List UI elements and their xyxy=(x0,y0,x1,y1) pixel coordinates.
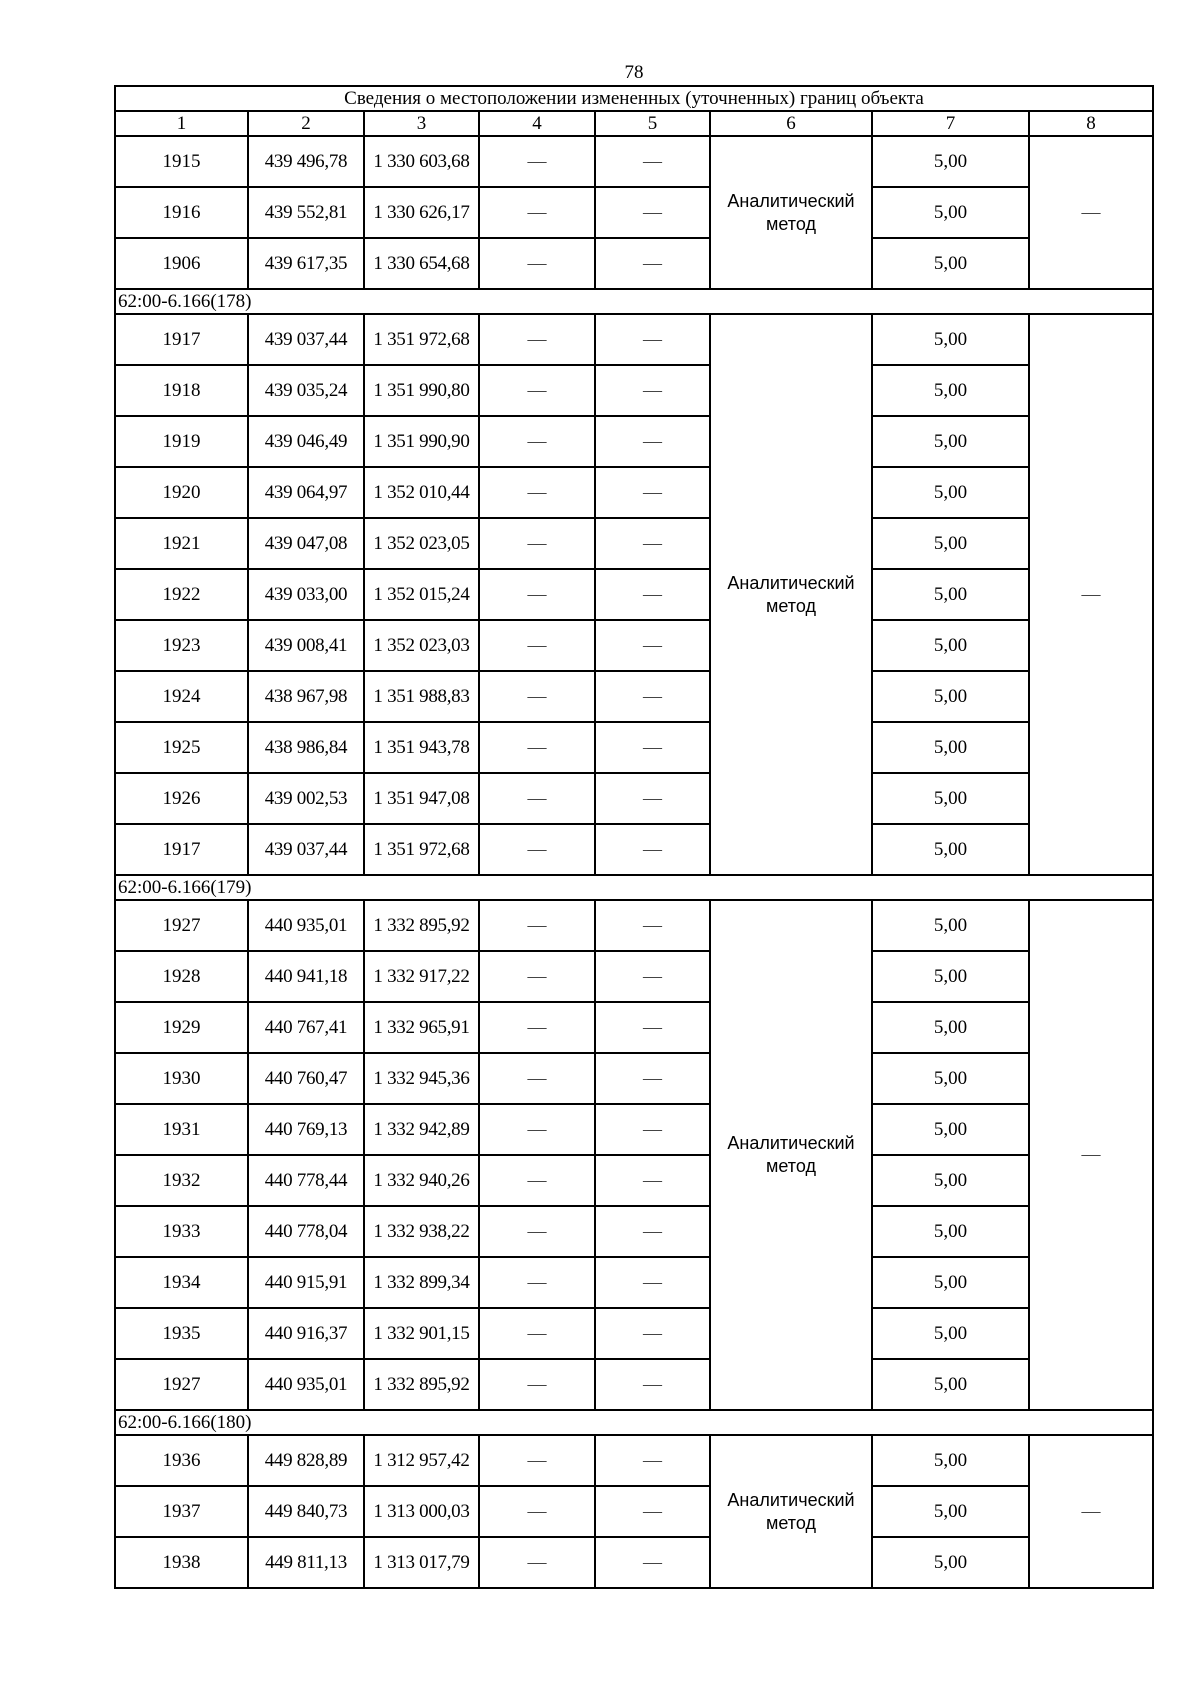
x-coordinate-cell: 439 008,41 xyxy=(248,620,364,671)
column-5-cell: — xyxy=(595,136,710,187)
column-4-cell: — xyxy=(479,951,595,1002)
point-number-cell: 1932 xyxy=(115,1155,248,1206)
table-row xyxy=(115,467,1153,518)
column-4-cell: — xyxy=(479,1486,595,1537)
point-number-cell: 1921 xyxy=(115,518,248,569)
method-cell: Аналитический метод xyxy=(710,900,872,1410)
accuracy-cell: 5,00 xyxy=(872,187,1029,238)
x-coordinate-cell: 440 767,41 xyxy=(248,1002,364,1053)
column-number-row xyxy=(115,111,1153,136)
group-label: 62:00-6.166(180) xyxy=(115,1410,1153,1435)
column-5-cell: — xyxy=(595,824,710,875)
column-4-cell: — xyxy=(479,416,595,467)
point-number-cell: 1937 xyxy=(115,1486,248,1537)
point-number-cell: 1919 xyxy=(115,416,248,467)
x-coordinate-cell: 439 037,44 xyxy=(248,824,364,875)
column-5-cell: — xyxy=(595,773,710,824)
table-row xyxy=(115,518,1153,569)
y-coordinate-cell: 1 351 988,83 xyxy=(364,671,479,722)
column-5-cell: — xyxy=(595,1486,710,1537)
table-row xyxy=(115,238,1153,289)
x-coordinate-cell: 439 552,81 xyxy=(248,187,364,238)
column-5-cell: — xyxy=(595,569,710,620)
column-4-cell: — xyxy=(479,1435,595,1486)
y-coordinate-cell: 1 352 023,05 xyxy=(364,518,479,569)
group-header-row xyxy=(115,1410,1153,1435)
table-row xyxy=(115,1155,1153,1206)
y-coordinate-cell: 1 332 938,22 xyxy=(364,1206,479,1257)
y-coordinate-cell: 1 351 972,68 xyxy=(364,824,479,875)
point-number-cell: 1935 xyxy=(115,1308,248,1359)
table-row xyxy=(115,1053,1153,1104)
column-5-cell: — xyxy=(595,1537,710,1588)
accuracy-cell: 5,00 xyxy=(872,238,1029,289)
y-coordinate-cell: 1 332 895,92 xyxy=(364,1359,479,1410)
accuracy-cell: 5,00 xyxy=(872,900,1029,951)
column-4-cell: — xyxy=(479,518,595,569)
table-row xyxy=(115,620,1153,671)
method-cell: Аналитический метод xyxy=(710,314,872,875)
group-header-row xyxy=(115,875,1153,900)
accuracy-cell: 5,00 xyxy=(872,1206,1029,1257)
accuracy-cell: 5,00 xyxy=(872,314,1029,365)
x-coordinate-cell: 449 828,89 xyxy=(248,1435,364,1486)
table-row xyxy=(115,1308,1153,1359)
table-row xyxy=(115,824,1153,875)
point-number-cell: 1917 xyxy=(115,314,248,365)
table-row xyxy=(115,1257,1153,1308)
x-coordinate-cell: 440 778,04 xyxy=(248,1206,364,1257)
point-number-cell: 1938 xyxy=(115,1537,248,1588)
column-5-cell: — xyxy=(595,416,710,467)
table-row xyxy=(115,951,1153,1002)
column-4-cell: — xyxy=(479,620,595,671)
x-coordinate-cell: 438 986,84 xyxy=(248,722,364,773)
column-5-cell: — xyxy=(595,314,710,365)
y-coordinate-cell: 1 330 603,68 xyxy=(364,136,479,187)
point-number-cell: 1923 xyxy=(115,620,248,671)
column-5-cell: — xyxy=(595,365,710,416)
y-coordinate-cell: 1 351 972,68 xyxy=(364,314,479,365)
x-coordinate-cell: 439 035,24 xyxy=(248,365,364,416)
table-title: Сведения о местоположении измененных (уточненных) границ объекта xyxy=(115,86,1153,111)
y-coordinate-cell: 1 332 965,91 xyxy=(364,1002,479,1053)
column-number-1: 1 xyxy=(115,111,248,136)
column-4-cell: — xyxy=(479,1359,595,1410)
accuracy-cell: 5,00 xyxy=(872,722,1029,773)
column-4-cell: — xyxy=(479,1257,595,1308)
x-coordinate-cell: 439 033,00 xyxy=(248,569,364,620)
boundary-coordinates-table xyxy=(114,85,1154,1589)
table-row xyxy=(115,671,1153,722)
column-4-cell: — xyxy=(479,467,595,518)
y-coordinate-cell: 1 351 990,80 xyxy=(364,365,479,416)
column-4-cell: — xyxy=(479,136,595,187)
column-4-cell: — xyxy=(479,900,595,951)
column-4-cell: — xyxy=(479,1104,595,1155)
table-row xyxy=(115,1359,1153,1410)
column-5-cell: — xyxy=(595,620,710,671)
column-4-cell: — xyxy=(479,569,595,620)
column-4-cell: — xyxy=(479,314,595,365)
accuracy-cell: 5,00 xyxy=(872,1537,1029,1588)
table-row xyxy=(115,569,1153,620)
y-coordinate-cell: 1 351 990,90 xyxy=(364,416,479,467)
y-coordinate-cell: 1 352 010,44 xyxy=(364,467,479,518)
y-coordinate-cell: 1 330 626,17 xyxy=(364,187,479,238)
x-coordinate-cell: 440 935,01 xyxy=(248,1359,364,1410)
column-8-cell: — xyxy=(1029,1435,1153,1588)
column-5-cell: — xyxy=(595,1002,710,1053)
column-4-cell: — xyxy=(479,365,595,416)
y-coordinate-cell: 1 313 000,03 xyxy=(364,1486,479,1537)
column-5-cell: — xyxy=(595,1435,710,1486)
table-row xyxy=(115,136,1153,187)
x-coordinate-cell: 439 047,08 xyxy=(248,518,364,569)
column-5-cell: — xyxy=(595,951,710,1002)
point-number-cell: 1920 xyxy=(115,467,248,518)
accuracy-cell: 5,00 xyxy=(872,1155,1029,1206)
group-header-row xyxy=(115,289,1153,314)
x-coordinate-cell: 439 617,35 xyxy=(248,238,364,289)
column-5-cell: — xyxy=(595,1206,710,1257)
column-4-cell: — xyxy=(479,1206,595,1257)
y-coordinate-cell: 1 351 943,78 xyxy=(364,722,479,773)
point-number-cell: 1906 xyxy=(115,238,248,289)
point-number-cell: 1927 xyxy=(115,1359,248,1410)
group-label: 62:00-6.166(178) xyxy=(115,289,1153,314)
x-coordinate-cell: 439 037,44 xyxy=(248,314,364,365)
point-number-cell: 1916 xyxy=(115,187,248,238)
table-row xyxy=(115,1537,1153,1588)
column-5-cell: — xyxy=(595,1257,710,1308)
point-number-cell: 1931 xyxy=(115,1104,248,1155)
point-number-cell: 1933 xyxy=(115,1206,248,1257)
column-4-cell: — xyxy=(479,1002,595,1053)
column-number-4: 4 xyxy=(479,111,595,136)
y-coordinate-cell: 1 332 945,36 xyxy=(364,1053,479,1104)
column-5-cell: — xyxy=(595,1053,710,1104)
column-4-cell: — xyxy=(479,1537,595,1588)
accuracy-cell: 5,00 xyxy=(872,569,1029,620)
accuracy-cell: 5,00 xyxy=(872,1359,1029,1410)
y-coordinate-cell: 1 332 899,34 xyxy=(364,1257,479,1308)
x-coordinate-cell: 449 840,73 xyxy=(248,1486,364,1537)
table-row xyxy=(115,722,1153,773)
y-coordinate-cell: 1 332 940,26 xyxy=(364,1155,479,1206)
table-row xyxy=(115,1206,1153,1257)
accuracy-cell: 5,00 xyxy=(872,1257,1029,1308)
x-coordinate-cell: 439 064,97 xyxy=(248,467,364,518)
x-coordinate-cell: 438 967,98 xyxy=(248,671,364,722)
column-5-cell: — xyxy=(595,1359,710,1410)
x-coordinate-cell: 440 760,47 xyxy=(248,1053,364,1104)
x-coordinate-cell: 440 769,13 xyxy=(248,1104,364,1155)
column-4-cell: — xyxy=(479,187,595,238)
accuracy-cell: 5,00 xyxy=(872,136,1029,187)
page-number: 78 xyxy=(624,62,644,83)
x-coordinate-cell: 440 916,37 xyxy=(248,1308,364,1359)
column-5-cell: — xyxy=(595,467,710,518)
y-coordinate-cell: 1 332 901,15 xyxy=(364,1308,479,1359)
table-row xyxy=(115,1435,1153,1486)
column-5-cell: — xyxy=(595,238,710,289)
column-4-cell: — xyxy=(479,238,595,289)
column-8-cell: — xyxy=(1029,314,1153,875)
column-5-cell: — xyxy=(595,722,710,773)
y-coordinate-cell: 1 332 942,89 xyxy=(364,1104,479,1155)
method-cell: Аналитический метод xyxy=(710,1435,872,1588)
accuracy-cell: 5,00 xyxy=(872,1104,1029,1155)
column-number-2: 2 xyxy=(248,111,364,136)
y-coordinate-cell: 1 332 917,22 xyxy=(364,951,479,1002)
point-number-cell: 1926 xyxy=(115,773,248,824)
point-number-cell: 1917 xyxy=(115,824,248,875)
accuracy-cell: 5,00 xyxy=(872,365,1029,416)
point-number-cell: 1929 xyxy=(115,1002,248,1053)
x-coordinate-cell: 440 941,18 xyxy=(248,951,364,1002)
group-label: 62:00-6.166(179) xyxy=(115,875,1153,900)
column-number-3: 3 xyxy=(364,111,479,136)
point-number-cell: 1927 xyxy=(115,900,248,951)
accuracy-cell: 5,00 xyxy=(872,773,1029,824)
accuracy-cell: 5,00 xyxy=(872,1002,1029,1053)
table-row xyxy=(115,1002,1153,1053)
accuracy-cell: 5,00 xyxy=(872,620,1029,671)
y-coordinate-cell: 1 313 017,79 xyxy=(364,1537,479,1588)
accuracy-cell: 5,00 xyxy=(872,518,1029,569)
column-5-cell: — xyxy=(595,1104,710,1155)
accuracy-cell: 5,00 xyxy=(872,416,1029,467)
y-coordinate-cell: 1 312 957,42 xyxy=(364,1435,479,1486)
point-number-cell: 1928 xyxy=(115,951,248,1002)
y-coordinate-cell: 1 352 023,03 xyxy=(364,620,479,671)
x-coordinate-cell: 440 935,01 xyxy=(248,900,364,951)
point-number-cell: 1922 xyxy=(115,569,248,620)
table-row xyxy=(115,416,1153,467)
x-coordinate-cell: 439 496,78 xyxy=(248,136,364,187)
column-4-cell: — xyxy=(479,1053,595,1104)
y-coordinate-cell: 1 351 947,08 xyxy=(364,773,479,824)
column-5-cell: — xyxy=(595,1155,710,1206)
point-number-cell: 1930 xyxy=(115,1053,248,1104)
table-row xyxy=(115,365,1153,416)
x-coordinate-cell: 440 915,91 xyxy=(248,1257,364,1308)
column-4-cell: — xyxy=(479,1308,595,1359)
point-number-cell: 1925 xyxy=(115,722,248,773)
point-number-cell: 1915 xyxy=(115,136,248,187)
table-row xyxy=(115,1104,1153,1155)
column-5-cell: — xyxy=(595,1308,710,1359)
accuracy-cell: 5,00 xyxy=(872,671,1029,722)
column-number-6: 6 xyxy=(710,111,872,136)
x-coordinate-cell: 440 778,44 xyxy=(248,1155,364,1206)
table-row xyxy=(115,1486,1153,1537)
x-coordinate-cell: 449 811,13 xyxy=(248,1537,364,1588)
y-coordinate-cell: 1 330 654,68 xyxy=(364,238,479,289)
x-coordinate-cell: 439 002,53 xyxy=(248,773,364,824)
column-4-cell: — xyxy=(479,722,595,773)
accuracy-cell: 5,00 xyxy=(872,1486,1029,1537)
column-8-cell: — xyxy=(1029,136,1153,289)
table-row xyxy=(115,187,1153,238)
column-4-cell: — xyxy=(479,1155,595,1206)
y-coordinate-cell: 1 352 015,24 xyxy=(364,569,479,620)
column-4-cell: — xyxy=(479,671,595,722)
point-number-cell: 1918 xyxy=(115,365,248,416)
point-number-cell: 1924 xyxy=(115,671,248,722)
column-5-cell: — xyxy=(595,518,710,569)
accuracy-cell: 5,00 xyxy=(872,467,1029,518)
accuracy-cell: 5,00 xyxy=(872,1308,1029,1359)
column-5-cell: — xyxy=(595,900,710,951)
table-row xyxy=(115,900,1153,951)
table-row xyxy=(115,773,1153,824)
column-number-7: 7 xyxy=(872,111,1029,136)
table-row xyxy=(115,314,1153,365)
column-4-cell: — xyxy=(479,773,595,824)
x-coordinate-cell: 439 046,49 xyxy=(248,416,364,467)
column-8-cell: — xyxy=(1029,900,1153,1410)
point-number-cell: 1934 xyxy=(115,1257,248,1308)
column-number-8: 8 xyxy=(1029,111,1153,136)
column-4-cell: — xyxy=(479,824,595,875)
column-5-cell: — xyxy=(595,187,710,238)
method-cell: Аналитический метод xyxy=(710,136,872,289)
accuracy-cell: 5,00 xyxy=(872,951,1029,1002)
column-number-5: 5 xyxy=(595,111,710,136)
point-number-cell: 1936 xyxy=(115,1435,248,1486)
accuracy-cell: 5,00 xyxy=(872,1053,1029,1104)
accuracy-cell: 5,00 xyxy=(872,1435,1029,1486)
y-coordinate-cell: 1 332 895,92 xyxy=(364,900,479,951)
accuracy-cell: 5,00 xyxy=(872,824,1029,875)
column-5-cell: — xyxy=(595,671,710,722)
